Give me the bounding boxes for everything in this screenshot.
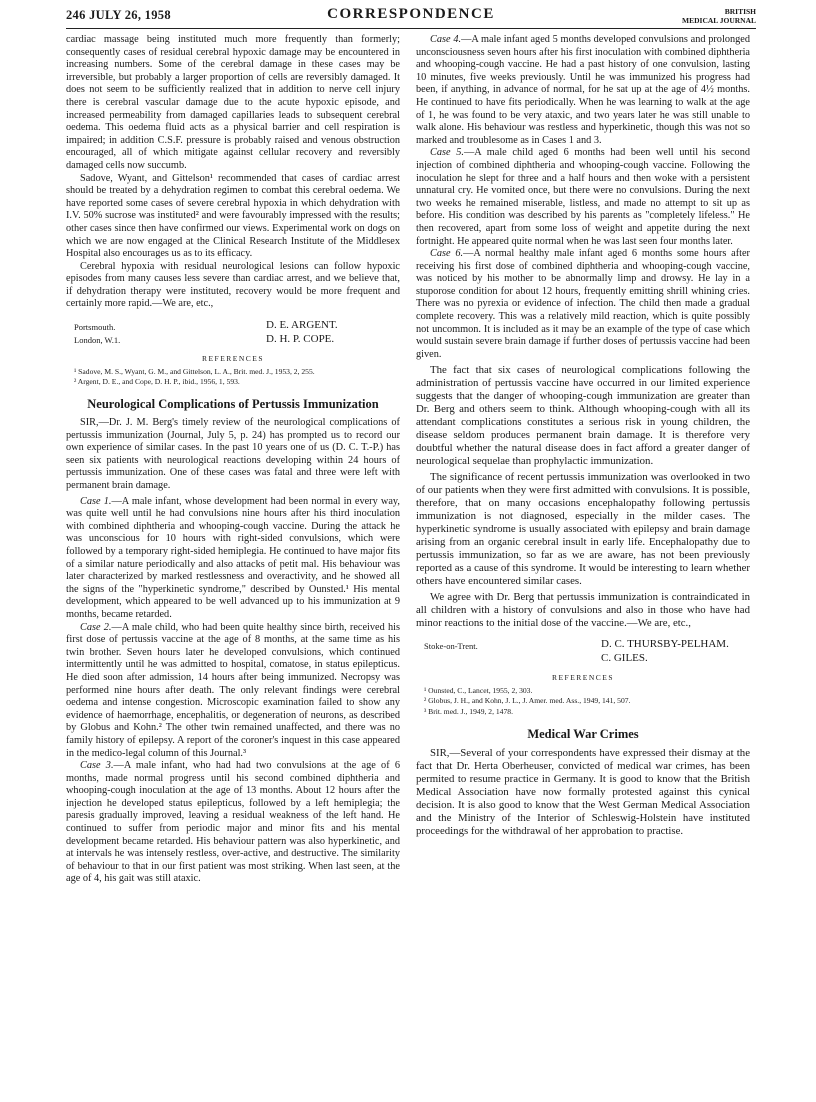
letter1-ref1: ¹ Sadove, M. S., Wyant, G. M., and Gittelson, L. A., Brit. med. J., 1953, 2, 255.	[74, 366, 315, 376]
letter2-discussion-para3: We agree with Dr. Berg that pertussis immunization is contraindicated in all children with a history of convulsions and also in those who have had minor reactions to the initial dose of the vaccine.—We are, etc.,	[416, 591, 750, 630]
case3-label: Case 3.	[80, 760, 114, 772]
letter2-ref2: ² Globus, J. H., and Kohn, J. L., J. Amer. med. Ass., 1949, 141, 507.	[424, 696, 631, 706]
letter2-author1: D. C. THURSBY-PELHAM.	[601, 638, 729, 651]
page-number-date: 246 JULY 26, 1958	[66, 8, 171, 22]
letter2-ref1: ¹ Ounsted, C., Lancet, 1955, 2, 303.	[424, 686, 533, 696]
right-column	[416, 34, 750, 1098]
letter2-place: Stoke-on-Trent.	[424, 641, 478, 652]
left-column	[66, 34, 400, 1098]
case3-text: —A male infant, who had had two convulsions at the age of 6 months, made normal progress until his second combined diphtheria and whooping-cough inoculation at the age of 13 months. About 12 hours after the injection he developed status epilepticus, followed by a left hemiplegia; the paresis gradually improved, leaving a residual weakness of the left hand. He continued to suffer from periodic major and minor fits and his mental development became retarded. His behaviour pattern was also hyperkinetic, and at intervals he was intensely restless, over-active, and destructive. The similarity of behaviour to that in our first patient was most striking. When last seen, at the age of 4, his gait was still ataxic.	[66, 760, 400, 885]
case2-paragraph	[66, 622, 400, 761]
letter1-ref2: ² Argent, D. E., and Cope, D. H. P., ibid., 1956, 1, 593.	[74, 377, 240, 387]
case1-paragraph	[66, 496, 400, 622]
letter2-discussion-para1: The fact that six cases of neurological complications following the administration of pertussis vaccine have occurred in our limited experience suggests that the danger of whooping-cough immunization are greater than Dr. Berg and others seem to think. Although whooping-cough with all its attendant complications constitutes a serious risk in young children, the disease seldom produces permanent brain damage. It is therefore very doubtful whether the natural disease does in fact afford a greater danger of neurological sequelae than prophylactic immunization.	[416, 364, 750, 468]
letter2-intro: SIR,—Dr. J. M. Berg's timely review of the neurological complications of pertussis immunization (Journal, July 5, p. 24) has prompted us to record our own experience of similar cases. In the past 10 years one of us (D. C. T.-P.) has seen six patients with neurological reactions developing within 24 hours of pertussis immunization. One of these cases was fatal and three were left with permanent brain damage.	[66, 417, 400, 492]
letter2-references-heading: REFERENCES	[551, 673, 615, 683]
case3-paragraph	[66, 760, 400, 886]
case4-text: —A male infant aged 5 months developed convulsions and prolonged unconsciousness seven hours after his first inoculation with combined diphtheria and whooping-cough vaccine. He had a past history of one convulsion, lasting 10 minutes, five weeks previously. Until he was immunized his progress had been, if anything, in advance of normal, for he sat up at the age of 4½ months. He continued to have fits periodically. When he was learning to walk at the age of 1, he was found to be very ataxic, and two years later he was still unable to walk alone. His behaviour was restless and hyperkinetic, though this was not so marked and troublesome as in Cases 1 and 3.	[416, 34, 750, 146]
letter1-place1: Portsmouth.	[74, 322, 116, 333]
case6-label: Case 6.	[430, 248, 464, 260]
case5-paragraph	[416, 147, 750, 248]
letter3-para1: SIR,—Several of your correspondents have expressed their dismay at the fact that Dr. Herta Oberheuser, convicted of medical war crimes, has been permited to resume practice in Germany. It is good to know that the British Medical Association have now formally protested against this cynical decision. It is also good to know that the West German Medical Association and the Ministry of the Interior of Schleswig-Holstein have instituted proceedings for the withdrawal of her approbation to practise.	[416, 746, 750, 837]
letter1-author2: D. H. P. COPE.	[266, 333, 335, 346]
letter1-place2: London, W.1.	[74, 335, 121, 346]
case1-text: —A male infant, whose development had been normal in every way, was quite well until he had convulsions nine hours after his third inoculation with combined diphtheria and whooping-cough vaccine. During the attack he was unconscious for 10 hours with right-sided convulsions, which were followed by a temporary right-sided hemiplegia. He continued to have major fits of a similar nature periodically and also attacks of petit mal. His behaviour was later characterized by marked restlessness and overactivity, and he showed all the signs of the "hyperkinetic syndrome," described by Ounsted.¹ His mental development, which appeared to be well advanced up to his immunization at 9 months, became retarded.	[66, 495, 400, 620]
letter2-signature	[416, 638, 750, 668]
letter1-para1: cardiac massage being instituted much more frequently than formerly; consequently cases of residual cerebral hypoxic damage may be encountered in increasing numbers. Some of the cerebral damage in these cases may be irreversible, but probably a larger proportion of cells are reversibly damaged. It does not seem to be sufficiently realized that in addition to nerve cell injury there is cerebral vascular damage due to the acute hypoxic episode, and increased permeability from damaged capillaries leads to subsequent cerebral oedema. This oedema fluid acts as a physical barrier and cell respiration is impaired; in addition C.S.F. pressure is probably raised and venous obstruction encouraged, all of which mitigate against cellular recovery and reversibly damaged cells now succumb.	[66, 34, 400, 171]
journal-name	[682, 8, 756, 25]
letter3-title: Medical War Crimes	[527, 727, 639, 742]
case6-text: —A normal healthy male infant aged 6 months some hours after receiving his first dose of combined diphtheria and whooping-cough vaccine, was noticed by his mother to be abnormally limp and drowsy. He lay in a stuporose condition for about 12 hours, frequently emitting shrill whining cries. There was no pyrexia or evidence of infection. The child then made a gradual complete recovery. This was a relatively mild reaction, which is quite possibly not uncommon. It is included as it may be an example of the type of case which would sustain severe brain damage if further doses of pertussis vaccine had been given.	[416, 248, 750, 360]
case6-paragraph	[416, 248, 750, 361]
letter1-references-heading: REFERENCES	[201, 354, 265, 364]
letter2-author2: C. GILES.	[601, 652, 648, 665]
journal-name-line1: BRITISH	[724, 7, 756, 16]
case5-text: —A male child aged 6 months had been well until his second injection of combined diphtheria and whooping-cough vaccine. Following the inoculation he slept for three and a half hours and then woke with a persistent unnatural cry. He vomited once, but there were no convulsions. During the next two weeks he remained miserable, listless, and made no attempt to sit up as before. His condition was described by his parents as "completely lifeless." He then recovered, apart from some loss of weight and appetite during the next fortnight. He appeared quite normal when he was last seen four months later.	[416, 147, 750, 247]
case4-paragraph	[416, 34, 750, 147]
case4-label: Case 4.	[430, 34, 462, 45]
letter2-title: Neurological Complications of Pertussis Immunization	[87, 397, 379, 412]
case5-label: Case 5.	[430, 147, 464, 159]
letter1-signature	[66, 319, 400, 349]
case1-label: Case 1.	[80, 495, 112, 507]
case2-label: Case 2.	[80, 621, 112, 633]
letter1-author1: D. E. ARGENT.	[266, 319, 338, 332]
letter2-discussion-para2: The significance of recent pertussis immunization was overlooked in two of our patients when they were first admitted with convulsions. It is possible, therefore, that on many occasions encephalopathy following pertussis immunization is not diagnosed, especially in the milder cases. The hyperkinetic syndrome is usually associated with epilepsy and brain damage arising from an organic cerebral insult in early life. Encephalopathy due to pertussis immunization, so far as we are aware, has not been previously reported as a cause of this syndrome. It would be interesting to learn whether others have encountered similar cases.	[416, 471, 750, 588]
letter1-para3: Cerebral hypoxia with residual neurological lesions can follow hypoxic episodes from many causes less severe than cardiac arrest, and we believe that, if dehydration therapy were instituted, recovery would be more frequent and certainly more rapid.—We are, etc.,	[66, 260, 400, 310]
journal-name-line2: MEDICAL JOURNAL	[682, 15, 756, 25]
section-title: CORRESPONDENCE	[327, 6, 495, 22]
page-header	[66, 6, 756, 29]
letter2-ref3: ³ Brit. med. J., 1949, 2, 1478.	[424, 706, 513, 716]
case2-text: —A male child, who had been quite healthy since birth, received his first dose of pertussis vaccine at the age of 8 months, at the same time as his twin brother. Seven hours later he developed convulsions, which continued intermittently until he was admitted to hospital, comatose, in status epilepticus. He died soon after admission, 14 hours after being immunized. Necropsy was performed nine hours after death. The only relevant findings were cerebral oedema and intense congestion. Microscopic examination failed to show any evidence of haemorrhage, encephalitis, or degeneration of neurons, as described by Globus and Kohn.² The other twin remained unaffected, and there was no family history of epilepsy. A report of the coroner's inquest in this case appeared in the medico-legal column of this Journal.³	[66, 621, 400, 759]
letter1-para2: Sadove, Wyant, and Gittelson¹ recommended that cases of cardiac arrest should be treated by a dehydration regimen to combat this cerebral oedema. We have reported some cases of severe cerebral hypoxia in which dehydration with I.V. 50% sucrose was instituted² and were favourably impressed with the results; other cases since then have confirmed our views. Experimental work on dogs on which we are now engaged at the Clinical Research Institute of the Middlesex Hospital also encourages us as to its efficacy.	[66, 172, 400, 260]
